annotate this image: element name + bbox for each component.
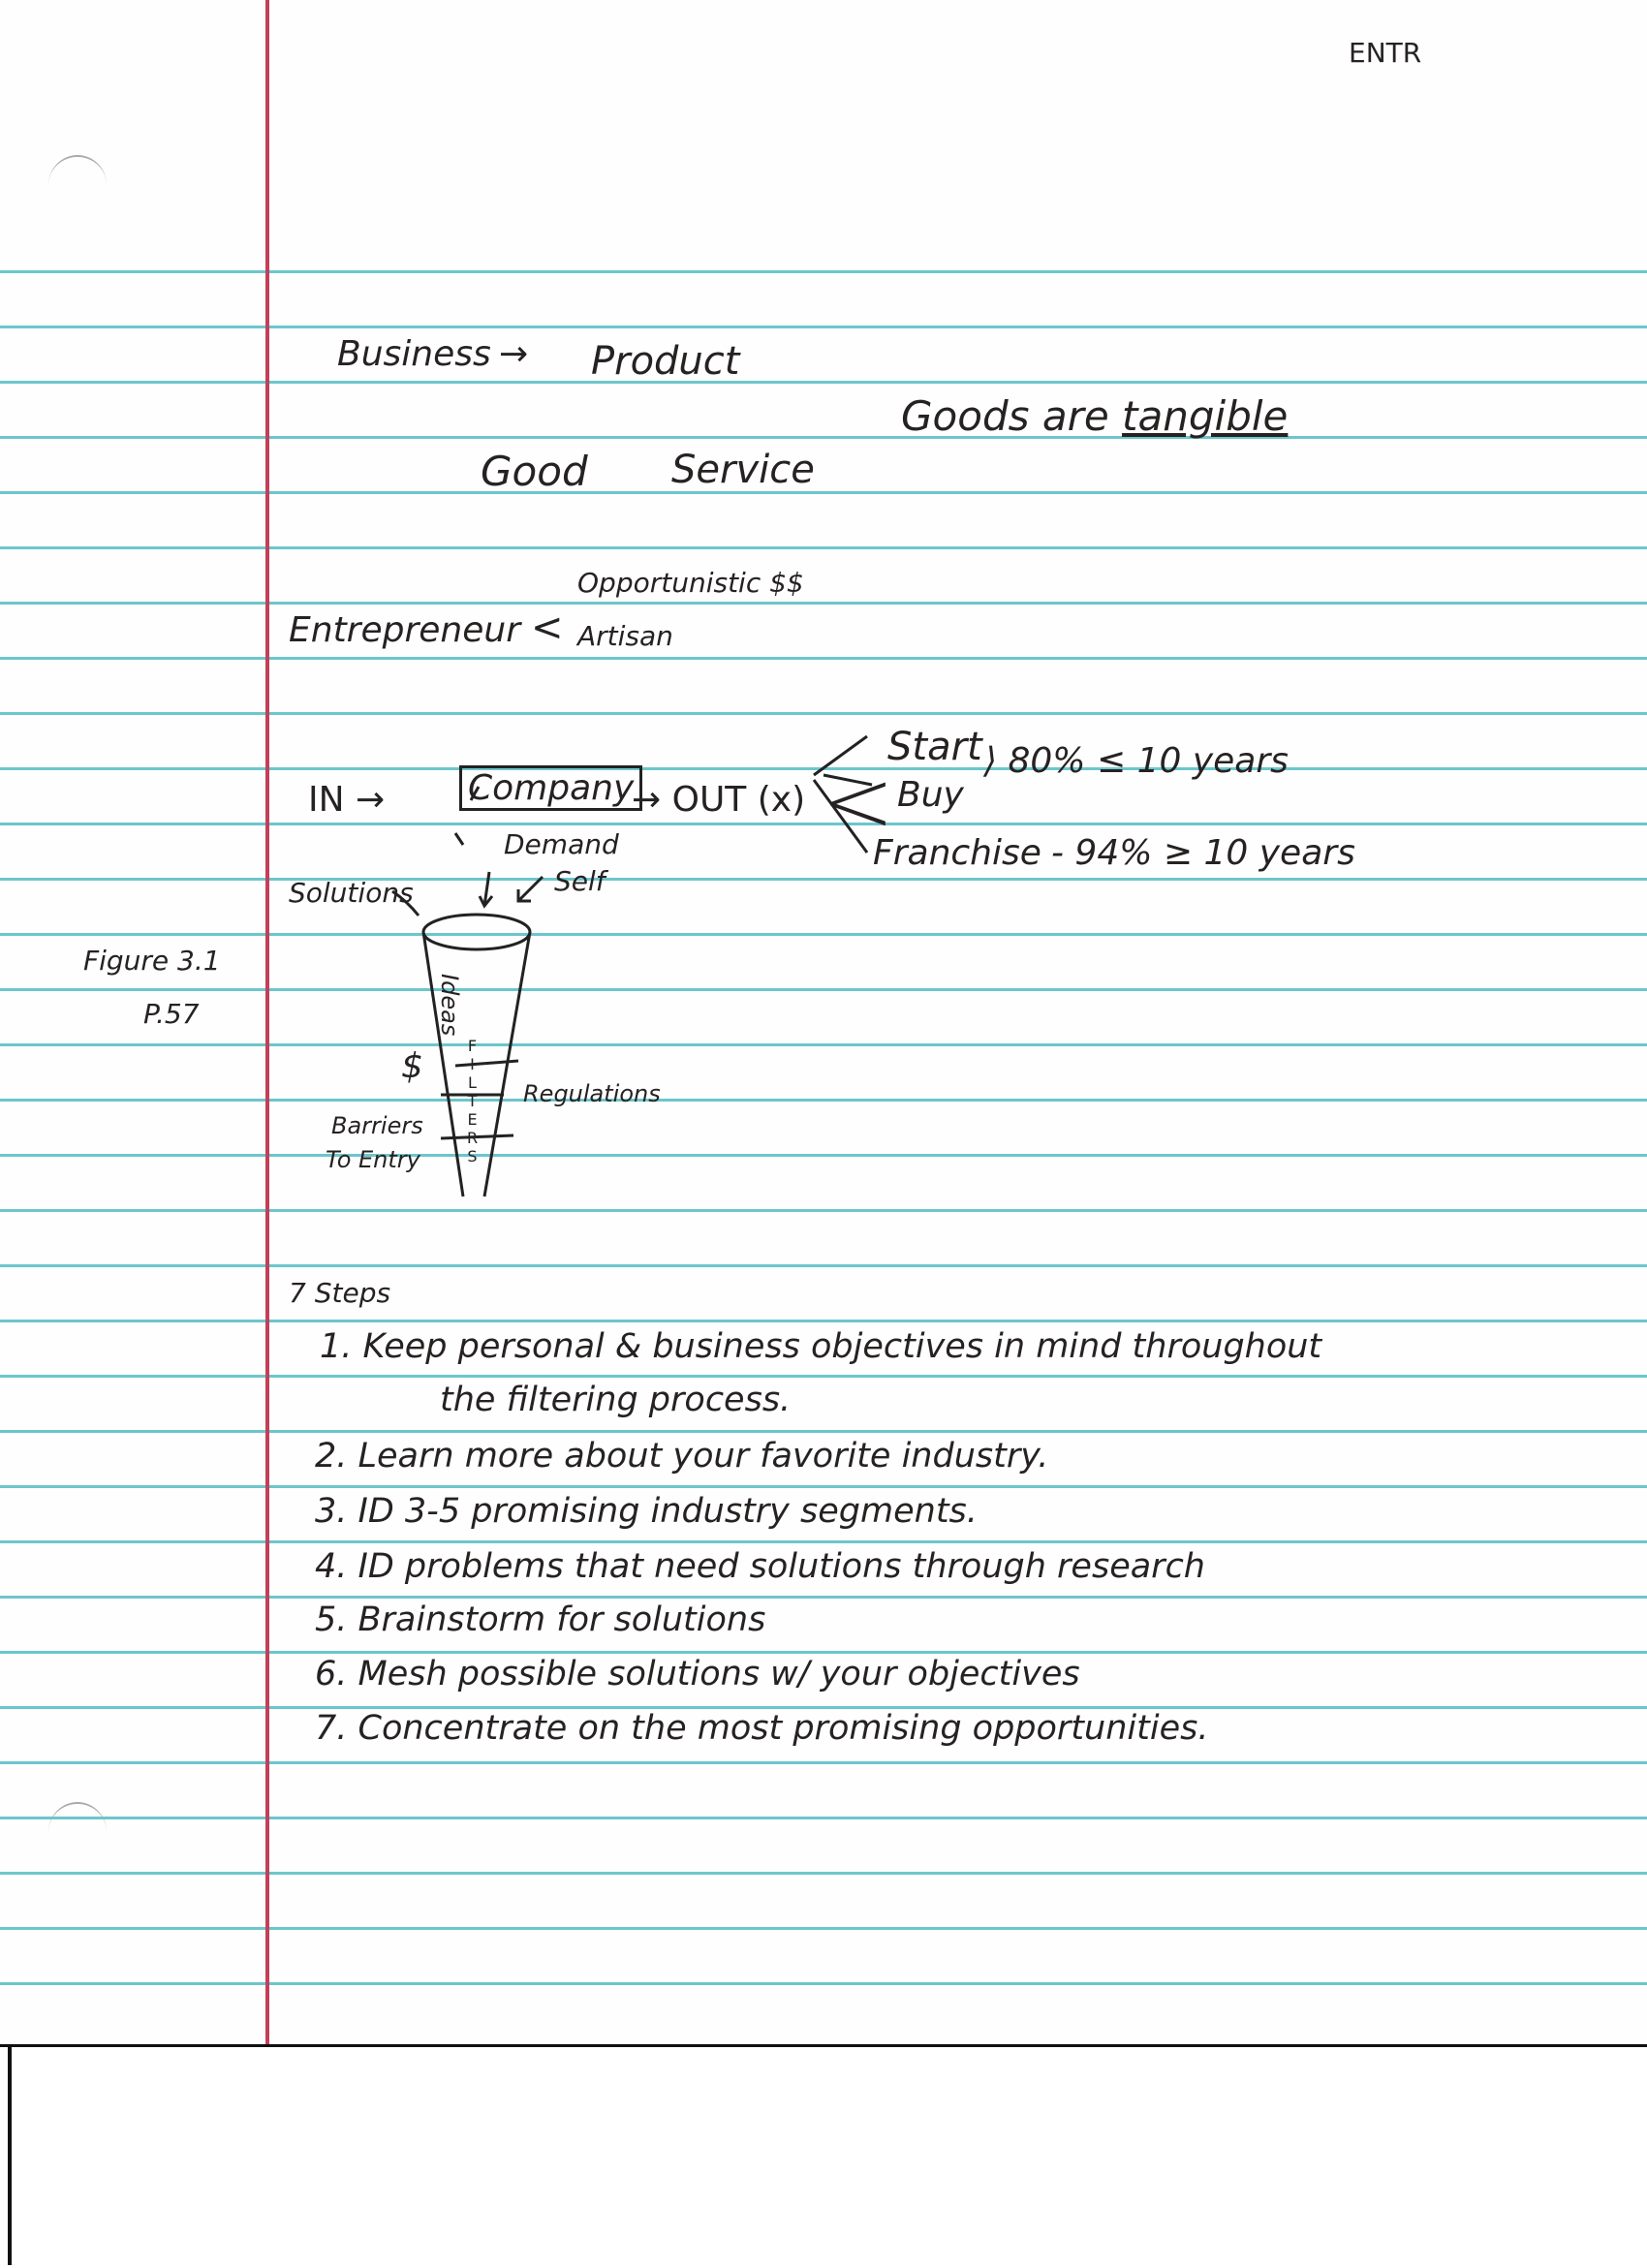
- options-bracket: <: [822, 751, 895, 853]
- goods-note-prefix: Goods are: [901, 392, 1109, 440]
- funnel-filters-label: FILTERS: [463, 1037, 482, 1165]
- step-item: 5. Brainstorm for solutions: [315, 1600, 766, 1639]
- funnel-top: [423, 915, 530, 949]
- service-label: Service: [671, 448, 815, 492]
- good-label: Good: [481, 448, 588, 495]
- out-label: → OUT (x): [632, 780, 806, 820]
- company-box: Company: [459, 765, 642, 811]
- opportunistic-label: Opportunistic $$: [577, 567, 804, 599]
- solutions-arrow: [392, 891, 419, 916]
- franchise-label: Franchise: [873, 833, 1041, 873]
- self-label: Self: [554, 865, 606, 897]
- entrepreneur-label: Entrepreneur: [289, 610, 521, 650]
- artisan-label: Artisan: [577, 620, 673, 652]
- barriers-label: Barriers: [331, 1112, 423, 1139]
- step-item: 3. ID 3-5 promising industry segments.: [315, 1492, 978, 1531]
- steps-heading: 7 Steps: [289, 1277, 391, 1309]
- step-item: 2. Learn more about your favorite industry.: [315, 1437, 1049, 1476]
- self-arrow: [518, 877, 543, 901]
- step-item: 6. Mesh possible solutions w/ your objectives: [315, 1655, 1080, 1693]
- buy-label: Buy: [897, 775, 964, 815]
- step-item: 4. ID problems that need solutions through research: [315, 1547, 1205, 1586]
- to-entry-label: To Entry: [326, 1146, 420, 1173]
- course-code: ENTR: [1349, 37, 1422, 69]
- product-label: Product: [591, 339, 740, 384]
- page-ref: P.57: [143, 998, 200, 1030]
- franchise-stat: - 94% ≥ 10 years: [1051, 833, 1355, 873]
- step-item-continued: the filtering process.: [440, 1381, 792, 1419]
- start-buy-stat: ⟩ 80% ≤ 10 years: [983, 741, 1289, 781]
- start-label: Start: [887, 725, 982, 769]
- arrow: →: [499, 334, 529, 374]
- bracket: <: [531, 606, 564, 650]
- step-item: 7. Concentrate on the most promising opportunities.: [315, 1709, 1209, 1748]
- step-item: 1. Keep personal & business objectives in mind throughout: [320, 1327, 1322, 1366]
- figure-label: Figure 3.1: [83, 945, 221, 977]
- arrow-in: [471, 787, 479, 800]
- regulations-label: Regulations: [523, 1080, 661, 1107]
- start-buy-stat-text: 80% ≤ 10 years: [1008, 741, 1289, 781]
- demand-arrow: [480, 872, 492, 906]
- business-label: Business: [337, 334, 491, 374]
- goods-note-emphasis: tangible: [1122, 392, 1289, 440]
- in-label: IN →: [308, 780, 386, 820]
- solutions-label: Solutions: [289, 877, 414, 909]
- demand-label: Demand: [504, 828, 619, 860]
- money-label: $: [401, 1046, 423, 1086]
- funnel-ideas-label: Ideas: [436, 974, 463, 1037]
